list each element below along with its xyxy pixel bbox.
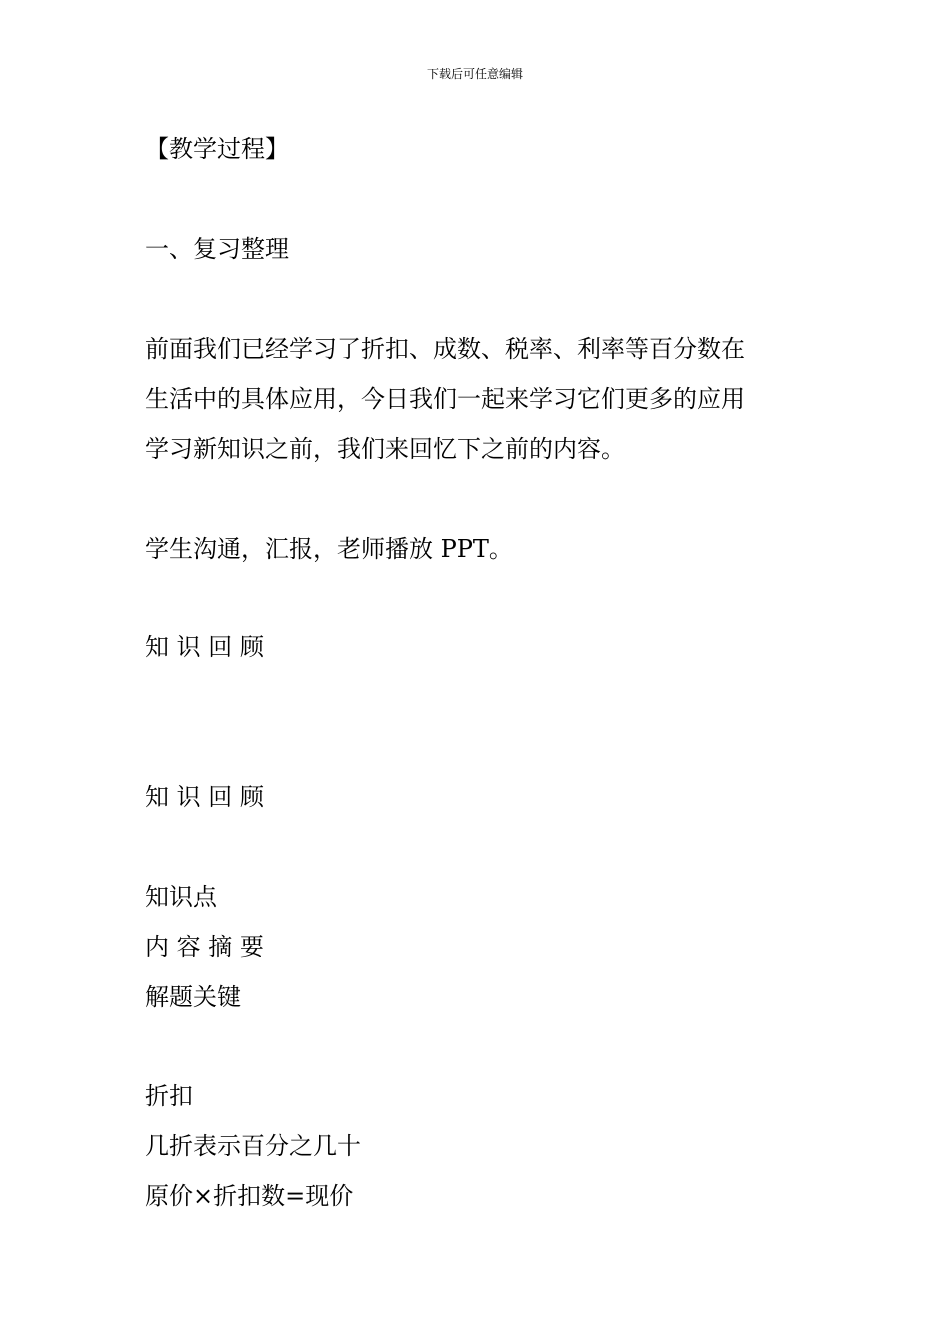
- paragraph-2: 学生沟通，汇报，老师播放 PPT。: [145, 535, 513, 563]
- section-title: 【教学过程】: [145, 135, 289, 163]
- paragraph-1-line-1: 前面我们已经学习了折扣、成数、税率、利率等百分数在: [145, 335, 745, 363]
- table-header-solution-key: 解题关键: [145, 983, 241, 1011]
- discount-row-name: 折扣: [145, 1082, 193, 1110]
- table-header-knowledge-point: 知识点: [145, 883, 217, 911]
- discount-row-summary: 几折表示百分之几十: [145, 1132, 361, 1160]
- paragraph-1-line-2: 生活中的具体应用，今日我们一起来学习它们更多的应用: [145, 385, 745, 413]
- discount-row-key: 原价×折扣数=现价: [145, 1182, 354, 1210]
- page-header-note: 下载后可任意编辑: [426, 67, 523, 81]
- review-title-1: 知 识 回 顾: [145, 633, 264, 661]
- table-header-content-summary: 内 容 摘 要: [145, 933, 264, 961]
- heading-review: 一、复习整理: [145, 235, 289, 263]
- review-title-2: 知 识 回 顾: [145, 783, 264, 811]
- paragraph-1-line-3: 学习新知识之前，我们来回忆下之前的内容。: [145, 435, 625, 463]
